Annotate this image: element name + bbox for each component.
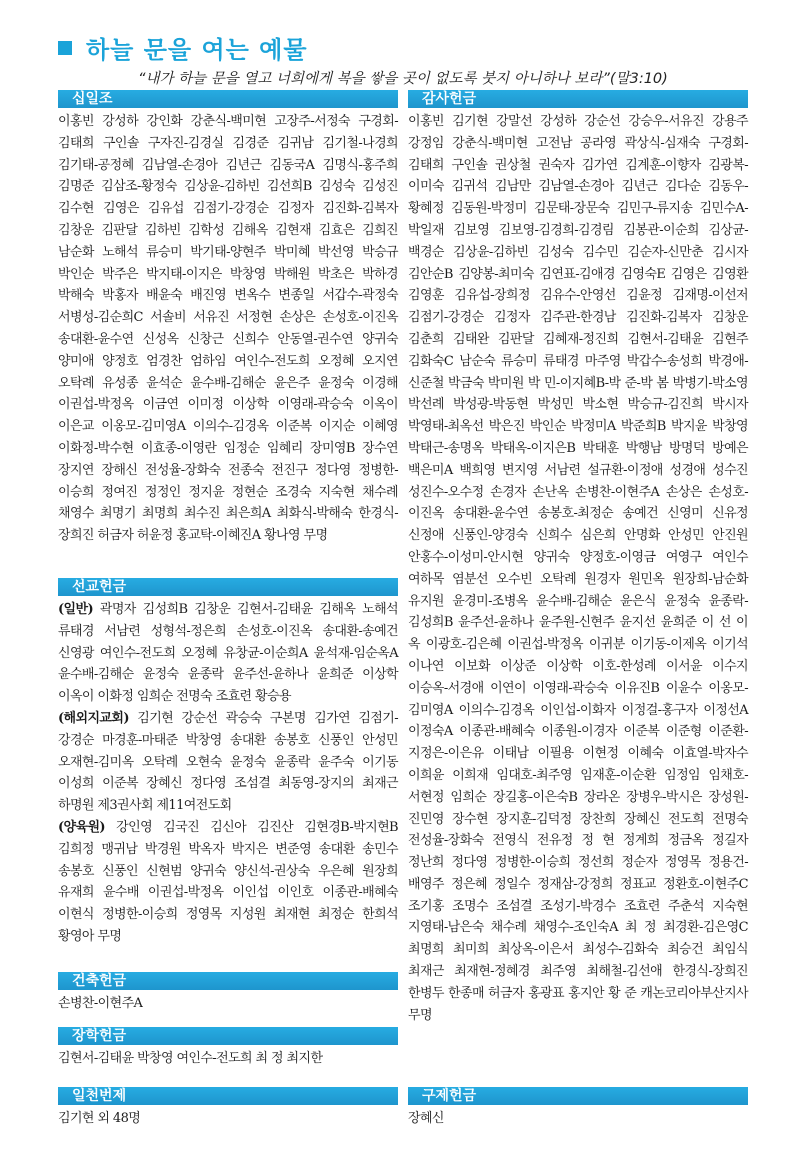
group-names: 김기현 강순선 곽승숙 구본명 김가연 김점기-강경순 마경훈-마태준 박창영 송대환 송봉호 신풍인 안성민 오재현-김미옥 오탁례 오현숙 윤정숙 윤종락 윤주숙 이기동 이성희 이준복 장혜신 정다영 조섬결 최동영-장지의 최재근 하명원 제3권사회 제11여전도회 bbox=[58, 710, 398, 814]
section-building bbox=[58, 972, 398, 1015]
scripture-quote: “내가 하늘 문을 열고 너희에게 복을 쌓을 곳이 없도록 붓지 아니하나 보라”(말3:10) bbox=[138, 71, 668, 87]
mission-group-overseas bbox=[58, 708, 398, 817]
section-scholarship bbox=[58, 1027, 398, 1070]
section-tithe bbox=[58, 90, 398, 547]
section-header-thanks bbox=[408, 90, 748, 108]
mission-group-nursery bbox=[58, 817, 398, 948]
mission-group-general bbox=[58, 599, 398, 708]
section-ilcheon bbox=[58, 1087, 398, 1130]
group-label: (해외지교회) bbox=[58, 710, 129, 726]
group-label: (양육원) bbox=[58, 819, 105, 835]
group-names: 곽명자 김성희B 김창운 김현서-김태윤 김해옥 노해석 류태경 서남련 성형석-정은희 손성호-이진옥 송대환-송예건 신영광 여인수-전도희 오정혜 유창균-이순희A 윤석재-임순옥A 윤수배-김해순 윤정숙 윤종락 윤주선-윤하나 윤희준 이상학 이옥이 이화정 임희순 전명숙 조효련 황승용 bbox=[58, 602, 398, 705]
section-title: 장학헌금 bbox=[72, 1028, 127, 1044]
section-title: 십일조 bbox=[72, 91, 113, 107]
group-label: (일반) bbox=[58, 602, 94, 617]
donor-list-relief: 장혜신 bbox=[408, 1111, 444, 1126]
section-thanks bbox=[408, 90, 748, 1026]
section-title: 일천번제 bbox=[72, 1088, 127, 1104]
title-bullet-square bbox=[58, 41, 72, 55]
page-title: 하늘 문을 여는 예물 bbox=[86, 36, 308, 64]
section-header-relief bbox=[408, 1087, 748, 1105]
donor-list-mission bbox=[58, 599, 398, 948]
section-header-tithe bbox=[58, 90, 398, 108]
section-title: 건축헌금 bbox=[72, 973, 127, 989]
donor-list-tithe: 이홍빈 강성하 강인화 강춘식-백미현 고장주-서정숙 구경회-김태희 구인솔 구자진-김경실 김경준 김귀남 김기철-나경희 김기태-공정혜 김남열-손경아 김년근 김동국A 김명식-홍주희 김명준 김삼조-황정숙 김상윤-김하빈 김선희B 김성숙 김성진 김수현 김영은 김유섭 김점기-강경순 김정자 김진화-김복자 김창운 김판달 김하빈 김학성 김해옥 김현재 김효은 김희진 남순화 노해석 류승미 박기태-양현주 박미혜 박선영 박승규 박인순 박주은 박지태-이지은 박창영 박해원 박초은 박하경 박해숙 박홍자 배윤숙 배진영 변옥수 변종일 서갑수-곽정숙 서병성-김순희C 서솔비 서유진 서정현 손상은 손성호-이진옥 송대환-윤수연 신성옥 신창근 신희수 안동열-권수연 양귀숙 양미애 양정호 엄경찬 엄하임 여인수-전도희 오정혜 오지연 오탁례 유성종 윤석순 윤수배-김해순 윤은주 윤정숙 이경해 이권섭-박정옥 이금연 이미정 이상학 이영래-곽승숙 이옥이 이은교 이옹모-김미영A 이의수-김경옥 이준복 이지순 이혜영 이화정-박수현 이효종-이영란 임정순 임혜리 장미영B 장수연 장지연 장해신 전성율-장화숙 전종숙 전진구 정다영 정병한-이승희 정여진 정정인 정지윤 정현순 조경숙 지숙현 채수례 채영수 최명기 최명희 최수진 최은희A 최화식-박해숙 한경식-장희진 허금자 허윤정 홍교탁-이혜진A 황나영 무명 bbox=[58, 114, 398, 544]
section-relief bbox=[408, 1087, 748, 1130]
section-header-building bbox=[58, 972, 398, 990]
section-title: 구제헌금 bbox=[422, 1088, 477, 1104]
section-header-ilcheon bbox=[58, 1087, 398, 1105]
donor-list-ilcheon: 김기현 외 48명 bbox=[58, 1111, 141, 1126]
section-mission bbox=[58, 578, 398, 948]
section-title: 감사헌금 bbox=[422, 91, 477, 107]
donor-list-thanks: 이홍빈 김기현 강말선 강성하 강순선 강승우-서유진 강용주 강정임 강춘식-백미현 고전남 공라영 곽상식-심재숙 구경회-김태희 구인솔 권상철 권숙자 김가연 김계훈-이향자 김광복-이미숙 김귀석 김남만 김남열-손경아 김년근 김다순 김동우-황혜정 김동원-박정미 김문태-장문숙 김민구-류지송 김민수A-박일재 김보영 김보영-김경희-김경림 김봉관-이순희 김상균-백경순 김상윤-김하빈 김성숙 김수민 김순자-신만춘 김시자 김안순B 김양봉-최미숙 김연표-김애경 김영숙E 김영은 김영환 김영훈 김유섭-장희정 김유수-안영선 김윤정 김재명-이선저 김점기-강경순 김정자 김주관-한경남 김진화-김복자 김창운 김춘희 김태완 김판달 김혜재-정진희 김현서-김태윤 김현주 김화숙C 남순숙 류승미 류태경 마주영 박갑수-송성희 박경애-신준철 박금숙 박미원 박 민-이지혜B-박 준-박 봄 박병기-박소영 박선례 박성광-박동현 박성민 박소현 박승규-김진희 박시자 박영태-최옥선 박은진 박인순 박정미A 박준희B 박지윤 박창영 박태근-송명옥 박태옥-이지은B 박태훈 박행남 방명덕 방예은 백은미A 백희영 변지영 서남련 설규환-이정애 성경애 성수진 성진수-오수정 손경자 손난옥 손병찬-이현주A 손상은 손성호-이진옥 송대환-윤수연 송봉호-최정순 송예건 신영미 신유정 신정애 신풍인-양경숙 신희수 심은희 안명화 안성민 안진원 안홍수-이성미-안시현 양귀숙 양정호-이영금 여영구 여인수 여하목 염분선 오수빈 오탁례 원경자 원민옥 원장희-남순화 유지원 윤경미-조병옥 윤수배-김해순 윤은식 윤정숙 윤종락-김성희B 윤주선-윤하나 윤주원-신현주 윤지선 윤희준 이 선 이 옥 이광호-김은혜 이권섭-박정옥 이귀분 이기동-이제옥 이기석 이나연 이보화 이상준 이상학 이호-한성례 이서윤 이수지 이승옥-서경애 이연이 이영래-곽승숙 이유진B 이윤수 이옹모-김미영A 이의수-김경옥 이인섭-이화자 이정걸-홍구자 이정선A 이정숙A 이종관-배혜숙 이종원-이경자 이준복 이준형 이준환-지정은-이은유 이태남 이필용 이현정 이혜숙 이효열-박자수 이희윤 이희재 임대호-최주영 임재훈-이순환 임정임 임채호-서현정 임희순 장길홍-이은숙B 장라온 장병우-박시은 장성원-진민영 장수현 장지훈-김덕정 장찬희 장혜신 전도희 전명숙 전성율-장화숙 전영식 전유정 정 현 정계희 정금옥 정길자 정난희 정다영 정병한-이승희 정선희 정순자 정영목 정용건-배영주 정은혜 정일수 정재삼-강정희 정표교 정환호-이현주C 조기홍 조명수 조섬결 조성기-박경수 조효련 주춘석 지숙현 지영태-남은숙 채수례 채영수-조인숙A 최 정 최경환-김은영C 최명희 최미희 최상옥-이은서 최성수-김화숙 최승건 최임식 최재근 최재현-정혜경 최주영 최해철-김선애 한경식-장희진 한병두 한종매 허금자 홍광표 홍지안 황 준 캐논코리아부산지사 무명 bbox=[408, 114, 748, 1023]
group-names: 강인영 김국진 김신아 김진산 김현경B-박지현B 김희정 맹귀남 박경원 박옥자 박지은 변준영 송대환 송민수 송봉호 신풍인 신현범 양귀숙 양신석-권상숙 우은혜 원장희 유재희 윤수배 이권섭-박정옥 이인섭 이인호 이종관-배혜숙 이현식 정병한-이승희 정영목 지성원 최재현 최정순 한희석 황영아 무명 bbox=[58, 819, 398, 944]
page-header bbox=[58, 30, 758, 88]
section-header-mission bbox=[58, 578, 398, 596]
section-title: 선교헌금 bbox=[72, 579, 127, 595]
section-header-scholarship bbox=[58, 1027, 398, 1045]
donor-list-scholarship: 김현서-김태윤 박창영 여인수-전도희 최 정 최지한 bbox=[58, 1051, 323, 1066]
title-row bbox=[58, 30, 758, 65]
donor-list-building: 손병찬-이현주A bbox=[58, 996, 143, 1011]
